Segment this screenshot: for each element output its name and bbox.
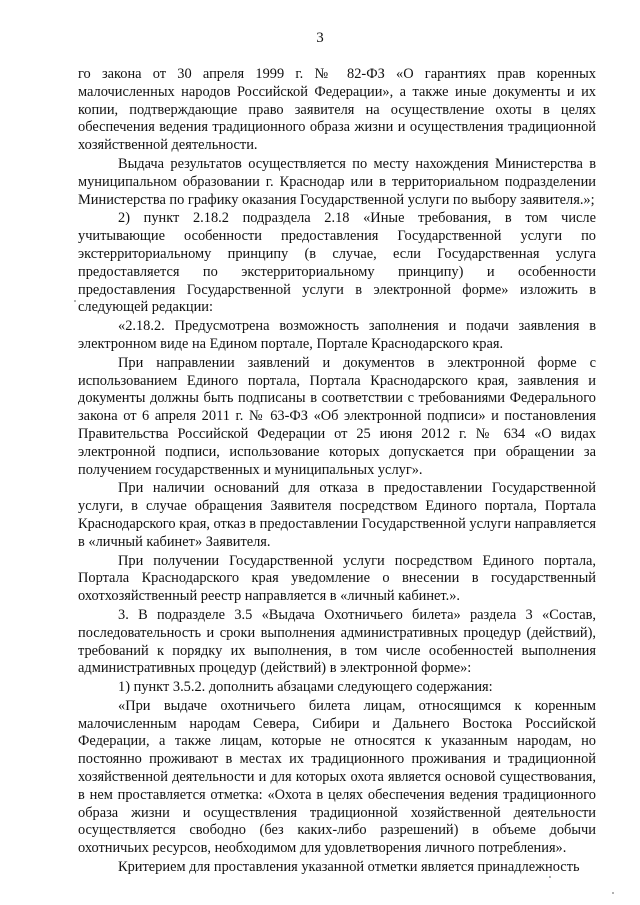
paragraph-5: При направлении заявлений и документов в электронной форме с использованием Единого портала, Портала Краснодарского края, заявления и документы должны быть подписаны в соответствии с требованиями Федерального закона от 6 апреля 2011 г. № 63-ФЗ «Об электронной подписи» и постановления Правительства Российской Федерации от 25 июня 2012 г. № 634 «О видах электронной подписи, использование которых допускается при обращении за получением государственных и муниципальных услуг». [78, 354, 596, 478]
document-body [78, 66, 596, 877]
scan-speck [549, 876, 551, 878]
paragraph-10: «При выдаче охотничьего билета лицам, относящимся к коренным малочисленным народам Севера, Сибири и Дальнего Востока Российской Федерации, а также лицам, которые не относятся к указанным народам, но постоянно проживают в местах их традиционного проживания и традиционной хозяйственной деятельности и для которых охота является основой существования, в нем проставляется отметка: «Охота в целях обеспечения ведения традиционного образа жизни и осуществления традиционной хозяйственной деятельности осуществляется свободно (без каких-либо разрешений) в объеме добычи охотничьих ресурсов, необходимом для удовлетворения личного потребления». [78, 697, 596, 857]
paragraph-4: «2.18.2. Предусмотрена возможность заполнения и подачи заявления в электронном виде на Едином портале, Портале Краснодарского края. [78, 318, 596, 352]
scan-speck [612, 892, 614, 894]
paragraph-2: Выдача результатов осуществляется по месту нахождения Министерства в муниципальном образовании г. Краснодар или в территориальном подразделении Министерства по графику оказания Государственной услуги по выбору заявителя.»; [78, 155, 596, 208]
paragraph-3: 2) пункт 2.18.2 подраздела 2.18 «Иные требования, в том числе учитывающие особенности предоставления Государственной услуги по экстерриториальному принципу (в случае, если Государственная услуга предоставляется по экстерриториальному принципу) и особенности предоставления Государственной услуги в электронной форме» изложить в следующей редакции: [78, 210, 596, 316]
paragraph-9: 1) пункт 3.5.2. дополнить абзацами следующего содержания: [118, 679, 493, 696]
page-number: 3 [316, 30, 324, 46]
paragraph-1: го закона от 30 апреля 1999 г. № 82-ФЗ «О гарантиях прав коренных малочисленных народов Российской Федерации», а также иные документы и их копии, подтверждающие право заявителя на осуществление охоты в целях обеспечения ведения традиционного образа жизни и осуществления традиционной хозяйственной деятельности. [78, 66, 596, 154]
paragraph-6: При наличии оснований для отказа в предоставлении Государственной услуги, в случае обращения Заявителя посредством Единого портала, Портала Краснодарского края, отказ в предоставлении Государственной услуги направляется в «личный кабинет» Заявителя. [78, 480, 597, 550]
paragraph-7: При получении Государственной услуги посредством Единого портала, Портала Краснодарского края уведомление о внесении в государственный охотхозяйственный реестр направляется в «личный кабинет.». [78, 552, 596, 605]
paragraph-11: Критерием для проставления указанной отметки является принадлежность [118, 859, 580, 876]
scan-speck [74, 300, 76, 302]
paragraph-8: 3. В подразделе 3.5 «Выдача Охотничьего билета» раздела 3 «Состав, последовательность и сроки выполнения административных процедур (действий), требований к порядку их выполнения, в том числе особенностей выполнения административных процедур (действий) в электронной форме»: [78, 606, 596, 677]
